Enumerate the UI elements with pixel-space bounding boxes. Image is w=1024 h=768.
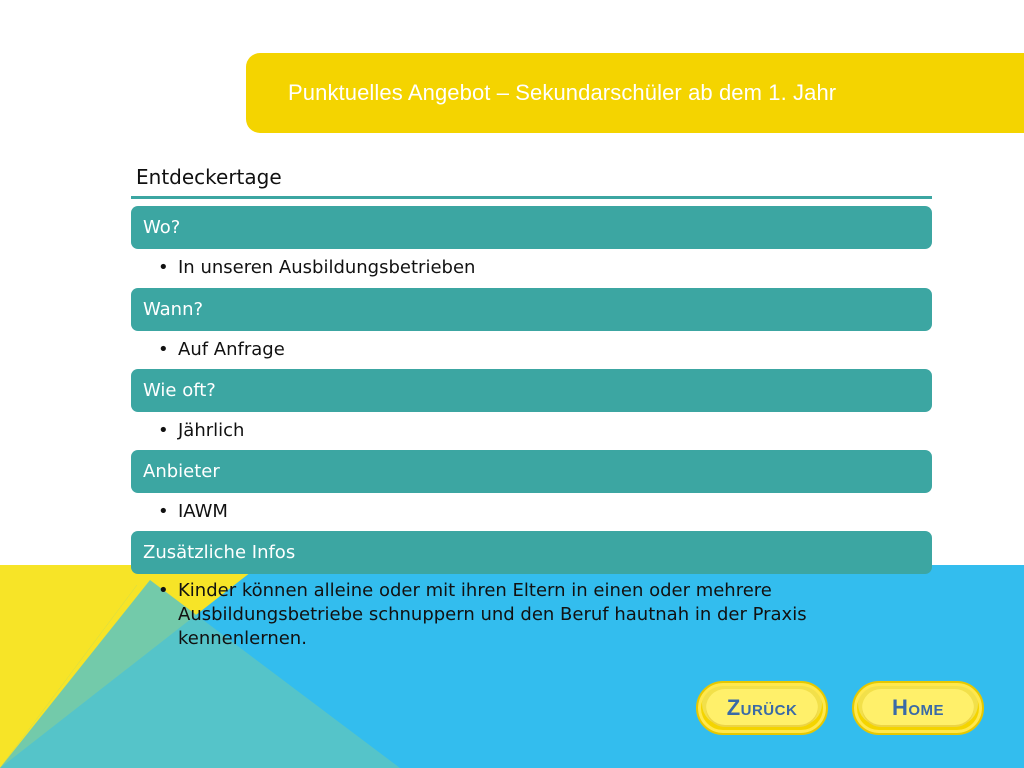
subheading-underline xyxy=(131,196,932,199)
bullet-how-often xyxy=(158,419,858,443)
bullet-text: In unseren Ausbildungsbetrieben xyxy=(178,257,476,278)
bullet-symbol: • xyxy=(158,420,169,441)
bullet-provider xyxy=(158,500,858,524)
bullet-text: Jährlich xyxy=(178,420,245,441)
back-button-label[interactable]: Zurück xyxy=(726,695,798,720)
bullet-symbol: • xyxy=(158,580,169,601)
section-header-where: Wo? xyxy=(131,206,932,249)
bullet-text: IAWM xyxy=(178,501,228,522)
back-button[interactable] xyxy=(696,681,828,735)
bullet-symbol: • xyxy=(158,339,169,360)
section-subheading: Entdeckertage xyxy=(136,165,282,189)
section-header-additional-info: Zusätzliche Infos xyxy=(131,531,932,574)
bullet-symbol: • xyxy=(158,257,169,278)
bullet-text: Kinder können alleine oder mit ihren Eltern in einen oder mehrere Ausbildungsbetriebe schnuppern und den Beruf hautnah in der Praxis kennenlernen. xyxy=(178,580,807,649)
bullet-additional-info xyxy=(158,579,838,651)
page-title: Punktuelles Angebot – Sekundarschüler ab dem 1. Jahr xyxy=(288,80,837,105)
title-bar xyxy=(246,53,1024,133)
section-header-how-often: Wie oft? xyxy=(131,369,932,412)
bullet-text: Auf Anfrage xyxy=(178,339,285,360)
home-button-label[interactable]: Home xyxy=(891,695,945,720)
section-header-provider: Anbieter xyxy=(131,450,932,493)
bullet-symbol: • xyxy=(158,501,169,522)
home-button-face[interactable] xyxy=(862,689,974,727)
home-button[interactable] xyxy=(852,681,984,735)
bullet-where xyxy=(158,256,858,280)
back-button-face[interactable] xyxy=(706,689,818,727)
bullet-when xyxy=(158,338,858,362)
section-header-when: Wann? xyxy=(131,288,932,331)
